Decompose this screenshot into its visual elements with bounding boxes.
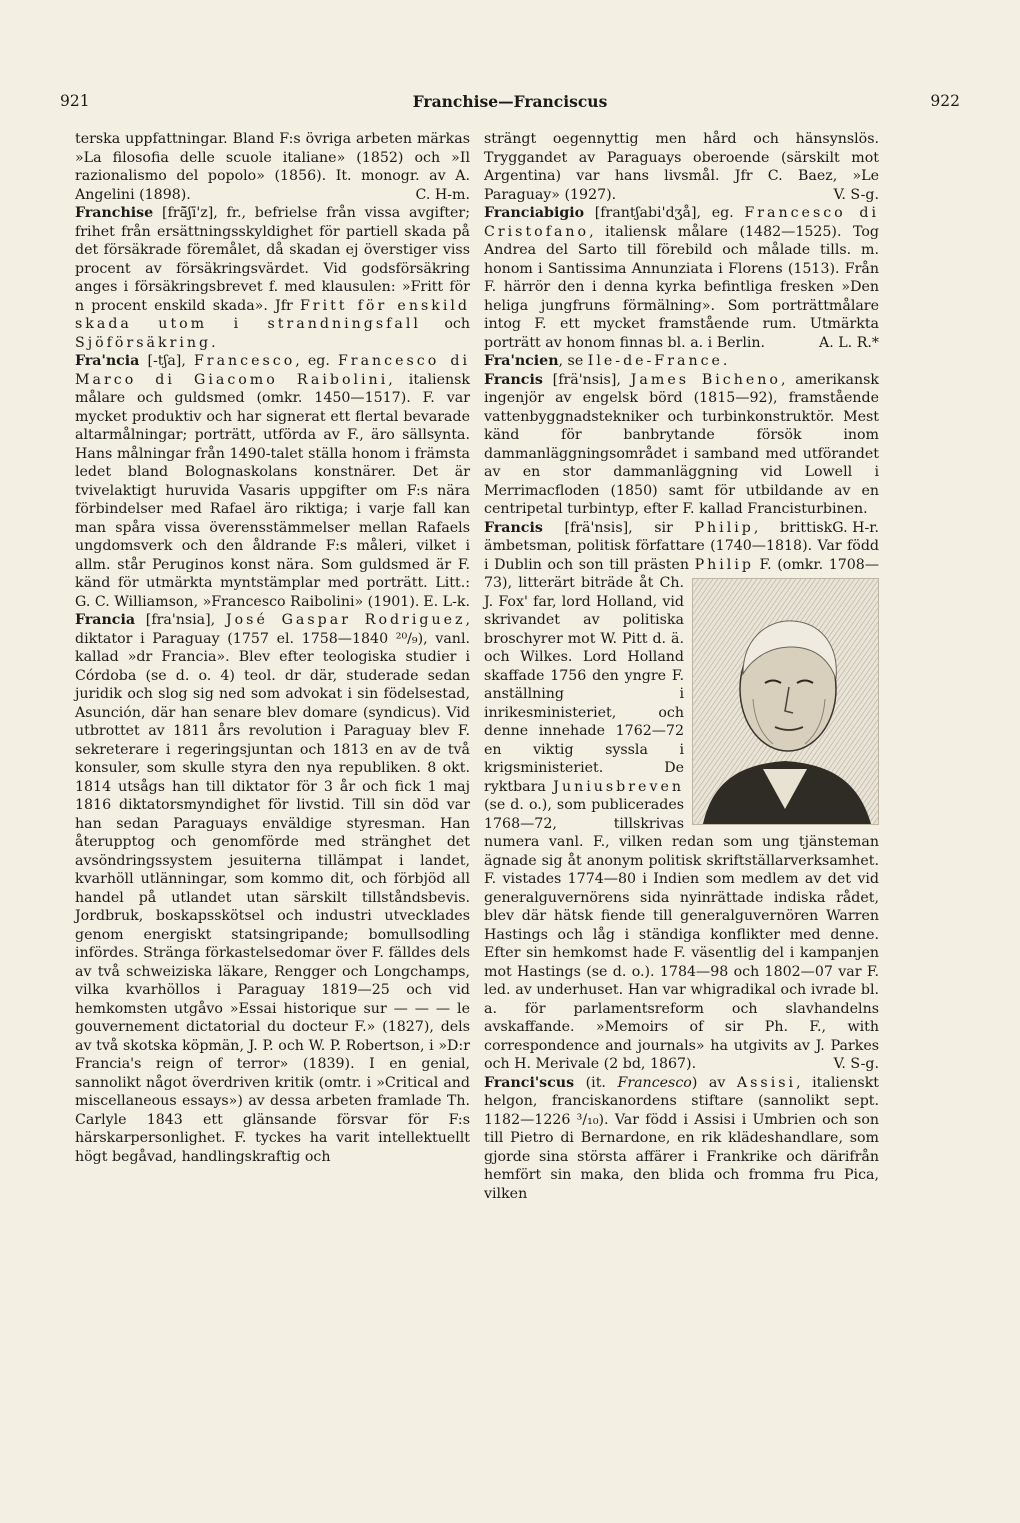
right-column (484, 130, 879, 1203)
entry-headword: Franciabigio (484, 205, 585, 221)
portrait-engraving-svg (693, 579, 878, 824)
entry-continuation: terska uppfattningar. Bland F:s övriga arbeten märkas »La filosofia delle scuole italiane» (1852) och »Il razionalismo del popolo» (1856). It. monogr. av A. Angelini (1898). C. H-m. (75, 131, 470, 203)
cross-reference: Fritt för enskild skada utom i strandningsfall (75, 297, 470, 332)
entry-francis-philip: Francis [frä'nsis], sir Philip, brittisk ämbetsman, politisk författare (1740—1818). Var född i Dublin och son till prästen Philip F. (omkr. 1708—73), litterärt biträde åt Ch. J. Fox' far, lord Holland, vid skrivandet av politiska broschyrer mot W. Pitt d. ä. och Wilkes. Lord Holland skaffade 1756 den yngre F. anställning i inrikesministeriet, och denne innehade 1762—72 en viktig syssla i krigsministeriet. De ryktbara Juniusbreven (se d. o.), som publicerades 1768—72, tillskrivas numera vanl. F., vilken redan som ung tjänsteman ägnade sig åt anonym politisk skriftställarverksamhet. F. vistades 1774—80 i Indien som medlem av det vid generalguvernörens sida nyinrättade indiska rådet, blev där hätsk fiende till generalguvernören Warren Hastings och låg i ständiga konflikter med denne. Efter sin hemkomst hade F. väsentlig del i kampanjen mot Hastings (se d. o.). 1784—98 och 1802—07 var F. led. av underhuset. Han var whigradikal och ivrade bl. a. för parlamentsreform och slavhandelns avskaffande. »Memoirs of sir Ph. F., with correspondence and journals» ha utgivits av J. Parkes och H. Merivale (2 bd, 1867). V. S-g. (484, 519, 880, 1072)
page-header (60, 92, 960, 118)
entry-francia-francesco: Fra'ncia [-tʃa], Francesco, eg. Francesco di Marco di Giacomo Raibolini, italiensk målare och guldsmed (omkr. 1450—1517). F. var mycket produktiv och har signerat ett flertal bevarade altarmålningar; porträtt, utförda av F., äro sällsynta. Hans målningar från 1490-talet ställa honom i främsta ledet bland Bolognaskolans konstnärer. Det är tvivelaktigt huruvida Vasaris uppgifter om F:s nära förbindelser med Rafael äro riktiga; i varje fall kan man spåra vissa överensstämmelser mellan Rafaels ungdomsverk och den åldrande F:s måleri, vilket i allm. står Peruginos konst nära. Som guldsmed är F. känd för utmärkta myntstämplar med porträtt. Litt.: G. C. Williamson, »Francesco Raibolini» (1901). E. L-k. (75, 353, 470, 610)
author-signature: A. L. R.* (819, 334, 879, 351)
entry-franciabigio: Franciabigio [frantʃabi'dʒå], eg. Francesco di Cristofano, italiensk målare (1482—1525). Tog Andrea del Sarto till förebild och målade tills. m. honom i Santissima Annunziata i Florens (1513). Från F. härrör den i denna kyrka befintliga fresken »Den heliga jungfruns förmälning». Som porträttmålare intog F. ett mycket framstående rum. Utmärkta porträtt av honom finnas bl. a. i Berlin. A. L. R.* (484, 205, 879, 351)
author-signature: E. L-k. (423, 593, 470, 610)
entry-headword: Francia (75, 612, 136, 628)
entry-headword: Francis (484, 519, 543, 536)
cross-reference: Sjöförsäkring (75, 334, 212, 351)
author-signature: G. H-r. (832, 519, 879, 536)
entry-continuation: strängt oegennyttig men hård och hänsynslös. Tryggandet av Paraguays oberoende (särskilt mot Argentina) var hans livsmål. Jfr C. Baez, »Le Paraguay» (1927). V. S-g. (484, 131, 879, 203)
page-number-left: 921 (60, 92, 90, 110)
author-signature: C. H-m. (415, 186, 470, 203)
entry-francis-james: Francis [frä'nsis], James Bicheno, amerikansk ingenjör av engelsk börd (1815—92), framstående vattenbyggnadstekniker och turbinkonstruktör. Mest känd för banbrytande försök inom dammanläggningsområdet i samband med utförandet av en stor dammanläggning vid Lowell i Merrimacfloden (1850) samt för utbildande av en centripetal turbintyp, efter F. kallad Francisturbinen. G. H-r. (484, 371, 879, 536)
entry-headword: Franchise (75, 205, 154, 221)
portrait-engraving-icon (692, 578, 879, 825)
entry-franchise: Franchise [frā̆ʃī'z], fr., befrielse från vissa avgifter; frihet från ersättningsskyldighet för partiell skada på det försäkrade föremålet, då skadan ej överstiger viss procent av försäkringsvärdet. Vid godsförsäkring anges i försäkringsbrevet f. med klausulen: »Fritt för n procent enskild skada». Jfr Fritt för enskild skada utom i strandningsfall och Sjöförsäkring. (75, 205, 470, 351)
entry-francia-jose: Francia [fra'nsia], José Gaspar Rodriguez, diktator i Paraguay (1757 el. 1758—1840 ²⁰/₉), vanl. kallad »dr Francia». Blev efter teologiska studier i Córdoba (se d. o. 4) teol. dr där, studerade sedan juridik och slog sig ned som advokat i sin födelsestad, Asunción, där han senare blev domare (syndicus). Vid utbrottet av 1811 års revolution i Paraguay blev F. sekreterare i regeringsjuntan och 1813 en av de två konsuler, som skulle styra den nya republiken. 8 okt. 1814 utsågs han till diktator för 3 år och fick 1 maj 1816 diktatorsmyndighet för livstid. Till sin död var han sedan Paraguays enväldige styresman. Han återupptog och genomförde med stränghet det avsöndringssystem jesuiterna tillämpat i landet, kvarhöll utlänningar, som kommo dit, och förbjöd all handel på utlandet utan särskilt tillståndsbevis. Jordbruk, boskapsskötsel och industri utvecklades genom energiskt statsingripande; bomullsodling infördes. Stränga förkastelsedomar över F. fälldes dels av två schweiziska läkare, Rengger och Longchamps, vilka kvarhöllos i Paraguay 1819—25 och vid hemkomsten utgåvo »Essai historique sur — — — le gouvernement dictatorial du docteur F.» (1827), dels av två skotska köpmän, J. P. och W. P. Robertson, i »D:r Francia's reign of terror» (1839). I en genial, sannolikt något överdriven kritik (omtr. i »Critical and miscellaneous essays») av dessa arbeten framlade Th. Carlyle 1843 ett glänsande försvar för F:s härskarpersonlighet. F. tyckes ha varit intellektuellt högt begåvad, handlingskraftig och (75, 612, 470, 1165)
entry-headword: Fra'ncia (75, 353, 140, 369)
entry-headword: Francis (484, 371, 543, 388)
running-title: Franchise—Franciscus (412, 92, 608, 111)
entry-headword: Franci'scus (484, 1074, 575, 1091)
entry-francien: Fra'ncien, se Ile-de-France. (484, 353, 728, 369)
author-signature: V. S-g. (833, 186, 879, 203)
entry-headword: Fra'ncien (484, 353, 559, 369)
left-column (75, 130, 470, 1166)
entry-franciscus: Franci'scus (it. Francesco) av Assisi, italienskt helgon, franciskanordens stiftare (sannolikt sept. 1182—1226 ³/₁₀). Var född i Assisi i Umbrien och son till Pietro di Bernardone, en rik klädeshandlare, som gjorde sina största affärer i Frankrike och därifrån hemfört sin maka, den blida och fromma fru Pica, vilken (484, 1074, 880, 1202)
page-number-right: 922 (930, 92, 960, 110)
cross-reference: Ile-de-France (587, 353, 723, 369)
author-signature: V. S-g. (833, 1056, 879, 1072)
